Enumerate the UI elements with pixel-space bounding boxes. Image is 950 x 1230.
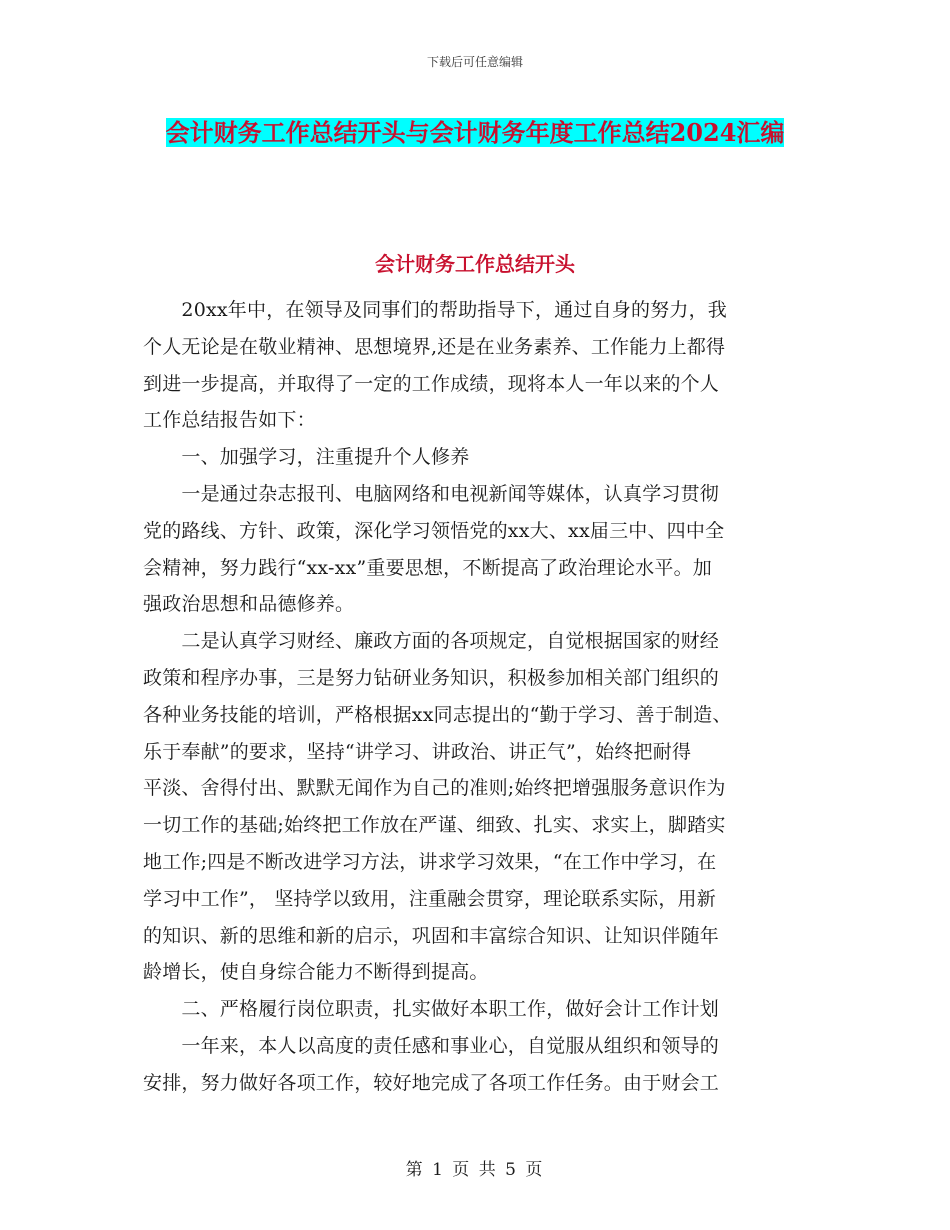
text-line: 一年来，本人以高度的责任感和事业心，自觉服从组织和领导的	[143, 1034, 720, 1057]
text-line: 二、严格履行岗位职责，扎实做好本职工作，做好会计工作计划	[143, 998, 720, 1021]
text-line: 一是通过杂志报刊、电脑网络和电视新闻等媒体，认真学习贯彻	[143, 482, 720, 505]
header-note: 下载后可任意编辑	[426, 55, 523, 69]
text-line: 二是认真学习财经、廉政方面的各项规定，自觉根据国家的财经	[143, 630, 720, 653]
text-line: 乐于奉献”的要求，坚持“讲学习、讲政治、讲正气”，始终把耐得	[143, 740, 692, 763]
text-line: 平淡、舍得付出、默默无闻作为自己的准则;始终把增强服务意识作为	[143, 777, 726, 800]
body-text	[143, 292, 807, 1102]
text-line: 一、加强学习，注重提升个人修养	[143, 446, 470, 469]
text-line: 龄增长，使自身综合能力不断得到提高。	[143, 961, 489, 984]
document-title: 会计财务工作总结开头与会计财务年度工作总结2024汇编	[165, 118, 785, 147]
text-line: 地工作;四是不断改进学习方法，讲求学习效果，“在工作中学习，在	[143, 850, 717, 873]
text-line: 会精神，努力践行“xx-xx”重要思想，不断提高了政治理论水平。加	[143, 556, 712, 579]
text-line: 党的路线、方针、政策，深化学习领悟党的xx大、xx届三中、四中全	[143, 519, 725, 542]
text-line: 一切工作的基础;始终把工作放在严谨、细致、扎实、求实上，脚踏实	[143, 814, 726, 837]
text-line: 各种业务技能的培训，严格根据xx同志提出的“勤于学习、善于制造、	[143, 703, 732, 726]
section-title: 会计财务工作总结开头	[375, 252, 575, 276]
text-line: 20xx年中，在领导及同事们的帮助指导下，通过自身的努力，我	[143, 299, 728, 321]
text-line: 学习中工作”， 坚持学以致用，注重融会贯穿，理论联系实际，用新	[143, 887, 716, 910]
text-line: 政策和程序办事，三是努力钻研业务知识，积极参加相关部门组织的	[143, 666, 720, 689]
text-line: 的知识、新的思维和新的启示，巩固和丰富综合知识、让知识伴随年	[143, 924, 720, 947]
text-line: 工作总结报告如下：	[143, 409, 316, 432]
text-line: 强政治思想和品德修养。	[143, 593, 355, 616]
document-title-block	[140, 112, 810, 154]
text-line: 个人无论是在敬业精神、思想境界,还是在业务素养、工作能力上都得	[143, 335, 726, 358]
text-line: 到进一步提高，并取得了一定的工作成绩，现将本人一年以来的个人	[143, 372, 720, 395]
text-line: 安排，努力做好各项工作，较好地完成了各项工作任务。由于财会工	[143, 1071, 720, 1094]
page-footer: 第 1 页 共 5 页	[405, 1160, 545, 1180]
